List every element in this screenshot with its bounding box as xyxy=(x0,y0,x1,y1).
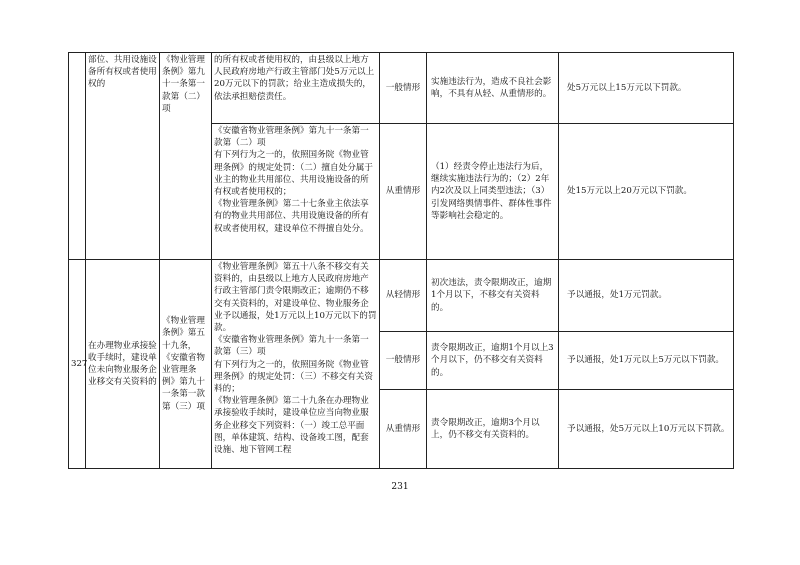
law-text-line: 有下列行为之一的，依照国务院《物业管理条例》的规定处罚：（二）擅自处分属于业主的物业共用部位、共用设施设备的所有权或者使用权的； xyxy=(214,150,373,198)
condition-text: 实施违法行为，造成不良社会影响，不具有从轻、从重情形的。 xyxy=(431,76,552,99)
situation-cell xyxy=(380,53,427,124)
condition-cell xyxy=(427,332,559,390)
law-text-line: 《物业管理条例》第五十八条不移交有关资料的，由县级以上地方人民政府房地产行政主管部门责令限期改正；逾期仍不移交有关资料的，对建设单位、物业服务企业予以通报，处1万元以上10万元以下的罚款。 xyxy=(214,262,377,334)
situation-label: 从轻情形 xyxy=(385,290,421,301)
law-text-line: 《安徽省物业管理条例》第九十一条第一款第（三）项 xyxy=(214,335,369,358)
condition-text: 责令限期改正，逾期3个月以上，仍不移交有关资料的。 xyxy=(431,417,540,440)
situation-cell xyxy=(380,124,427,260)
law-text: 的所有权或者使用权的，由县级以上地方人民政府房地产行政主管部门处5万元以上20万元以下的罚款；给业主造成损失的，依法承担赔偿责任。 xyxy=(214,55,375,102)
condition-text: 初次违法，责令限期改正，逾期1个月以下，不移交有关资料的。 xyxy=(431,278,552,313)
law-text-line: 《安徽省物业管理条例》第九十一条第一款第（二）项 xyxy=(214,126,369,149)
condition-text: 责令限期改正，逾期1个月以上3个月以下，仍不移交有关资料的。 xyxy=(431,343,554,378)
violation-name: 在办理物业承接验收手续时，建设单位未向物业服务企业移交有关资料的 xyxy=(88,340,157,388)
penalty-text: 予以通报，处5万元以上10万元以下罚款。 xyxy=(567,423,730,434)
legal-basis: 《物业管理条例》第五十九条，《安徽省物业管理条例》第九十一条第一款第（三）项 xyxy=(162,316,205,412)
law-text-line: 有下列行为之一的，依照国务院《物业管理条例》的规定处罚：（三）不移交有关资料的； xyxy=(214,359,373,395)
law-text-line: 《物业管理条例》第二十七条业主依法享有的物业共用部位、共用设施设备的所有权或者使用权，建设单位不得擅自处分。 xyxy=(214,199,369,234)
penalty-cell xyxy=(559,390,734,469)
table-row xyxy=(69,53,734,124)
law-text-cell xyxy=(212,260,380,469)
condition-cell xyxy=(427,390,559,469)
law-text-cell xyxy=(212,53,380,124)
penalty-text: 处15万元以上20万元以下罚款。 xyxy=(567,186,692,197)
violation-name-cell xyxy=(86,53,160,260)
situation-cell xyxy=(380,390,427,469)
law-text-cell xyxy=(212,124,380,260)
penalty-cell xyxy=(559,332,734,390)
situation-cell xyxy=(380,260,427,332)
row-number-cell xyxy=(69,53,86,260)
condition-cell xyxy=(427,53,559,124)
violation-name-cell xyxy=(86,260,160,469)
law-text xyxy=(214,125,377,235)
legal-basis-cell xyxy=(160,260,212,469)
condition-text: （1）经责令停止违法行为后，继续实施违法行为的；（2）2年内2次及以上同类型违法；（3）引发网络舆情事件、群体性事件等影响社会稳定的。 xyxy=(431,161,552,221)
condition-cell xyxy=(427,260,559,332)
penalty-text: 予以通报，处1万元罚款。 xyxy=(567,290,667,301)
situation-label: 一般情形 xyxy=(385,355,421,366)
situation-label: 从重情形 xyxy=(385,186,421,197)
legal-basis: 《物业管理条例》第九十一条第一款第（二）项 xyxy=(162,55,205,114)
legal-basis-cell xyxy=(160,53,212,260)
row-number: 327 xyxy=(71,358,88,369)
situation-label: 从重情形 xyxy=(385,423,421,434)
table-row xyxy=(69,260,734,332)
violation-name: 部位、共用设施设备所有权或者使用权的 xyxy=(88,55,157,90)
situation-label: 一般情形 xyxy=(385,82,421,93)
penalty-cell xyxy=(559,260,734,332)
law-text xyxy=(214,261,377,456)
law-text-line: 《物业管理条例》第二十九条在办理物业承接验收手续时，建设单位应当向物业服务企业移交下列资料：（一）竣工总平面图，单体建筑、结构、设备竣工图，配套设施、地下管网工程 xyxy=(214,396,369,456)
row-number-cell xyxy=(69,260,86,469)
condition-cell xyxy=(427,124,559,260)
penalty-standards-table xyxy=(68,52,734,469)
penalty-cell xyxy=(559,124,734,260)
page-number: 231 xyxy=(391,482,409,492)
penalty-cell xyxy=(559,53,734,124)
situation-cell xyxy=(380,332,427,390)
penalty-text: 予以通报，处1万元以上5万元以下罚款。 xyxy=(567,355,725,366)
penalty-text: 处5万元以上15万元以下罚款。 xyxy=(567,82,687,93)
